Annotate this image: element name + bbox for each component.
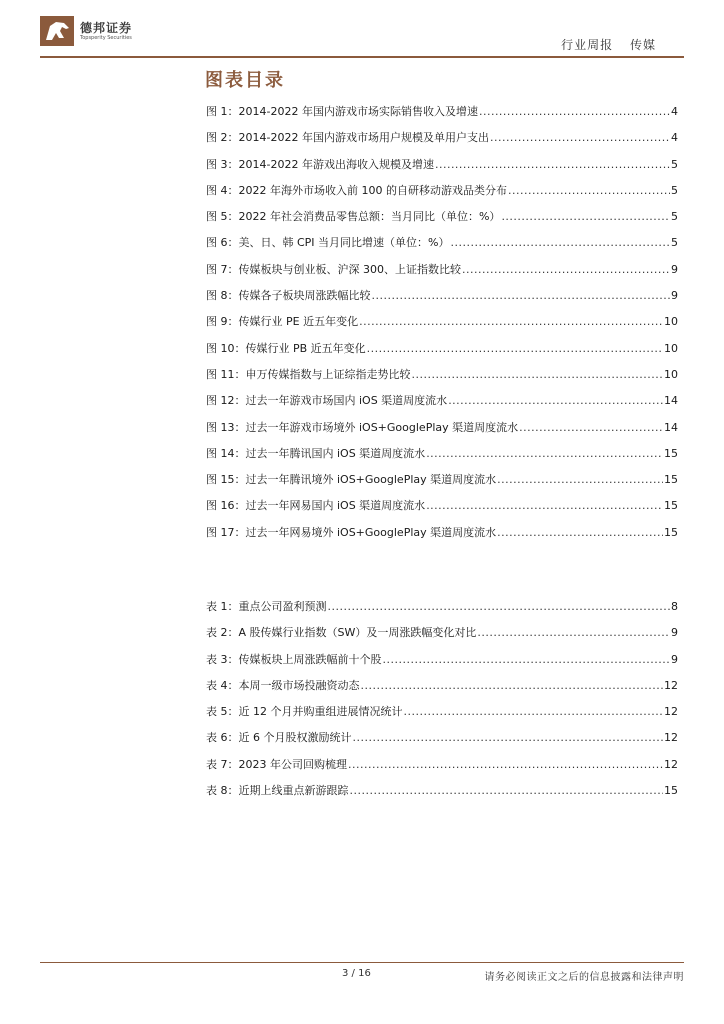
toc-entry-figure-9[interactable] (206, 313, 678, 339)
footer-divider (40, 962, 684, 963)
toc-entry-label: 表 3：传媒板块上周涨跌幅前十个股 (206, 652, 382, 666)
toc-entry-page: 9 (671, 626, 678, 640)
toc-leader (477, 626, 670, 639)
header-divider (40, 56, 684, 58)
logo-company-name: 德邦证券 (80, 20, 133, 35)
toc-entry-page: 15 (664, 784, 678, 798)
toc-entry-page: 15 (664, 446, 678, 460)
toc-leader (426, 499, 663, 512)
company-logo (40, 16, 132, 46)
table-list (206, 598, 678, 808)
toc-entry-label: 图 10：传媒行业 PB 近五年变化 (206, 341, 366, 355)
toc-entry-figure-17[interactable] (206, 524, 678, 550)
toc-entry-page: 5 (671, 183, 678, 197)
toc-leader (350, 784, 664, 797)
toc-entry-figure-3[interactable] (206, 156, 678, 182)
toc-entry-page: 4 (671, 105, 678, 118)
toc-leader (353, 731, 664, 744)
toc-entry-label: 表 5：近 12 个月并购重组进展情况统计 (206, 705, 403, 719)
toc-entry-label: 图 7：传媒板块与创业板、沪深 300、上证指数比较 (206, 262, 461, 276)
toc-leader (497, 473, 663, 486)
toc-entry-label: 图 9：传媒行业 PE 近五年变化 (206, 315, 359, 329)
toc-entry-figure-10[interactable] (206, 340, 678, 366)
toc-entry-label: 表 6：近 6 个月股权激励统计 (206, 731, 352, 745)
toc-entry-page: 14 (664, 420, 678, 434)
toc-entry-label: 图 3：2014-2022 年游戏出海收入规模及增速 (206, 157, 434, 171)
toc-entry-page: 9 (671, 262, 678, 276)
toc-entry-page: 9 (671, 652, 678, 666)
toc-entry-label: 图 2：2014-2022 年国内游戏市场用户规模及单用户支出 (206, 131, 489, 145)
toc-entry-figure-15[interactable] (206, 471, 678, 497)
figure-list (206, 103, 678, 550)
toc-entry-label: 图 11：申万传媒指数与上证综指走势比较 (206, 367, 411, 381)
toc-entry-page: 12 (664, 757, 678, 771)
toc-leader (426, 447, 663, 460)
toc-entry-figure-1[interactable] (206, 103, 678, 129)
toc-entry-table-4[interactable] (206, 677, 678, 703)
toc-entry-label: 图 4：2022 年海外市场收入前 100 的自研移动游戏品类分布 (206, 183, 507, 197)
toc-leader (328, 600, 671, 613)
toc-entry-page: 5 (671, 157, 678, 171)
toc-entry-figure-2[interactable] (206, 129, 678, 155)
toc-entry-table-7[interactable] (206, 756, 678, 782)
toc-entry-page: 12 (664, 731, 678, 745)
toc-leader (501, 210, 670, 223)
toc-entry-table-5[interactable] (206, 703, 678, 729)
toc-entry-table-1[interactable] (206, 598, 678, 624)
toc-entry-page: 12 (664, 705, 678, 719)
legal-disclaimer: 请务必阅读正文之后的信息披露和法律声明 (484, 972, 684, 983)
toc-entry-figure-13[interactable] (206, 419, 678, 445)
toc-leader (359, 315, 663, 328)
toc-entry-label: 表 1：重点公司盈利预测 (206, 600, 327, 613)
page-number: 3 / 16 (342, 968, 371, 979)
toc-entry-label: 表 8：近期上线重点新游跟踪 (206, 784, 349, 798)
report-category (561, 36, 656, 53)
toc-entry-figure-6[interactable] (206, 234, 678, 260)
toc-entry-page: 5 (671, 236, 678, 250)
toc-entry-label: 表 7：2023 年公司回购梳理 (206, 757, 347, 771)
toc-entry-page: 14 (664, 394, 678, 408)
toc-entry-label: 图 8：传媒各子板块周涨跌幅比较 (206, 289, 371, 303)
toc-entry-label: 图 6：美、日、韩 CPI 当月同比增速（单位：%） (206, 236, 450, 250)
report-type: 行业周报 (561, 38, 614, 52)
toc-entry-page: 10 (664, 341, 678, 355)
toc-entry-page: 12 (664, 678, 678, 692)
toc-leader (508, 184, 670, 197)
toc-leader (348, 758, 663, 771)
toc-leader (448, 394, 663, 407)
logo-company-name-en: Topsperity Securities (80, 34, 132, 41)
toc-entry-page: 10 (664, 315, 678, 329)
toc-entry-table-3[interactable] (206, 651, 678, 677)
toc-leader (383, 653, 671, 666)
toc-entry-table-2[interactable] (206, 624, 678, 650)
toc-entry-page: 15 (664, 499, 678, 513)
toc-entry-label: 图 12：过去一年游戏市场国内 iOS 渠道周度流水 (206, 394, 448, 408)
toc-entry-label: 图 1：2014-2022 年国内游戏市场实际销售收入及增速 (206, 105, 478, 118)
toc-entry-page: 15 (664, 525, 678, 539)
toc-leader (497, 526, 663, 539)
toc-entry-figure-4[interactable] (206, 182, 678, 208)
toc-entry-label: 图 5：2022 年社会消费品零售总额：当月同比（单位：%） (206, 210, 501, 224)
toc-entry-label: 表 2：A 股传媒行业指数（SW）及一周涨跌幅变化对比 (206, 626, 477, 640)
toc-entry-label: 图 14：过去一年腾讯国内 iOS 渠道周度流水 (206, 446, 426, 460)
toc-entry-page: 10 (664, 367, 678, 381)
report-sector: 传媒 (629, 38, 656, 52)
toc-leader (361, 679, 664, 692)
toc-entry-page: 9 (671, 289, 678, 303)
toc-leader (403, 705, 663, 718)
toc-entry-figure-8[interactable] (206, 287, 678, 313)
toc-entry-label: 图 17：过去一年网易境外 iOS+GooglePlay 渠道周度流水 (206, 525, 497, 539)
toc-entry-figure-11[interactable] (206, 366, 678, 392)
toc-leader (435, 158, 670, 171)
toc-leader (490, 131, 670, 144)
toc-entry-page: 4 (671, 131, 678, 145)
toc-entry-label: 表 4：本周一级市场投融资动态 (206, 678, 360, 692)
toc-entry-page: 15 (664, 473, 678, 487)
toc-entry-figure-5[interactable] (206, 208, 678, 234)
toc-entry-figure-12[interactable] (206, 392, 678, 418)
toc-leader (519, 421, 663, 434)
toc-entry-label: 图 16：过去一年网易国内 iOS 渠道周度流水 (206, 499, 426, 513)
toc-entry-figure-14[interactable] (206, 445, 678, 471)
toc-entry-page: 8 (671, 600, 678, 613)
toc-leader (372, 289, 671, 302)
toc-entry-label: 图 15：过去一年腾讯境外 iOS+GooglePlay 渠道周度流水 (206, 473, 497, 487)
deppon-logo-icon (40, 16, 74, 46)
toc-entry-label: 图 13：过去一年游戏市场境外 iOS+GooglePlay 渠道周度流水 (206, 420, 519, 434)
toc-leader (462, 263, 670, 276)
toc-entry-table-8[interactable] (206, 782, 678, 808)
toc-entry-table-6[interactable] (206, 729, 678, 755)
toc-entry-figure-16[interactable] (206, 497, 678, 523)
toc-leader (367, 342, 663, 355)
page-title: 图表目录 (205, 70, 285, 91)
toc-leader (479, 105, 670, 118)
toc-entry-page: 5 (671, 210, 678, 224)
toc-entry-figure-7[interactable] (206, 261, 678, 287)
toc-leader (451, 236, 671, 249)
toc-leader (412, 368, 664, 381)
